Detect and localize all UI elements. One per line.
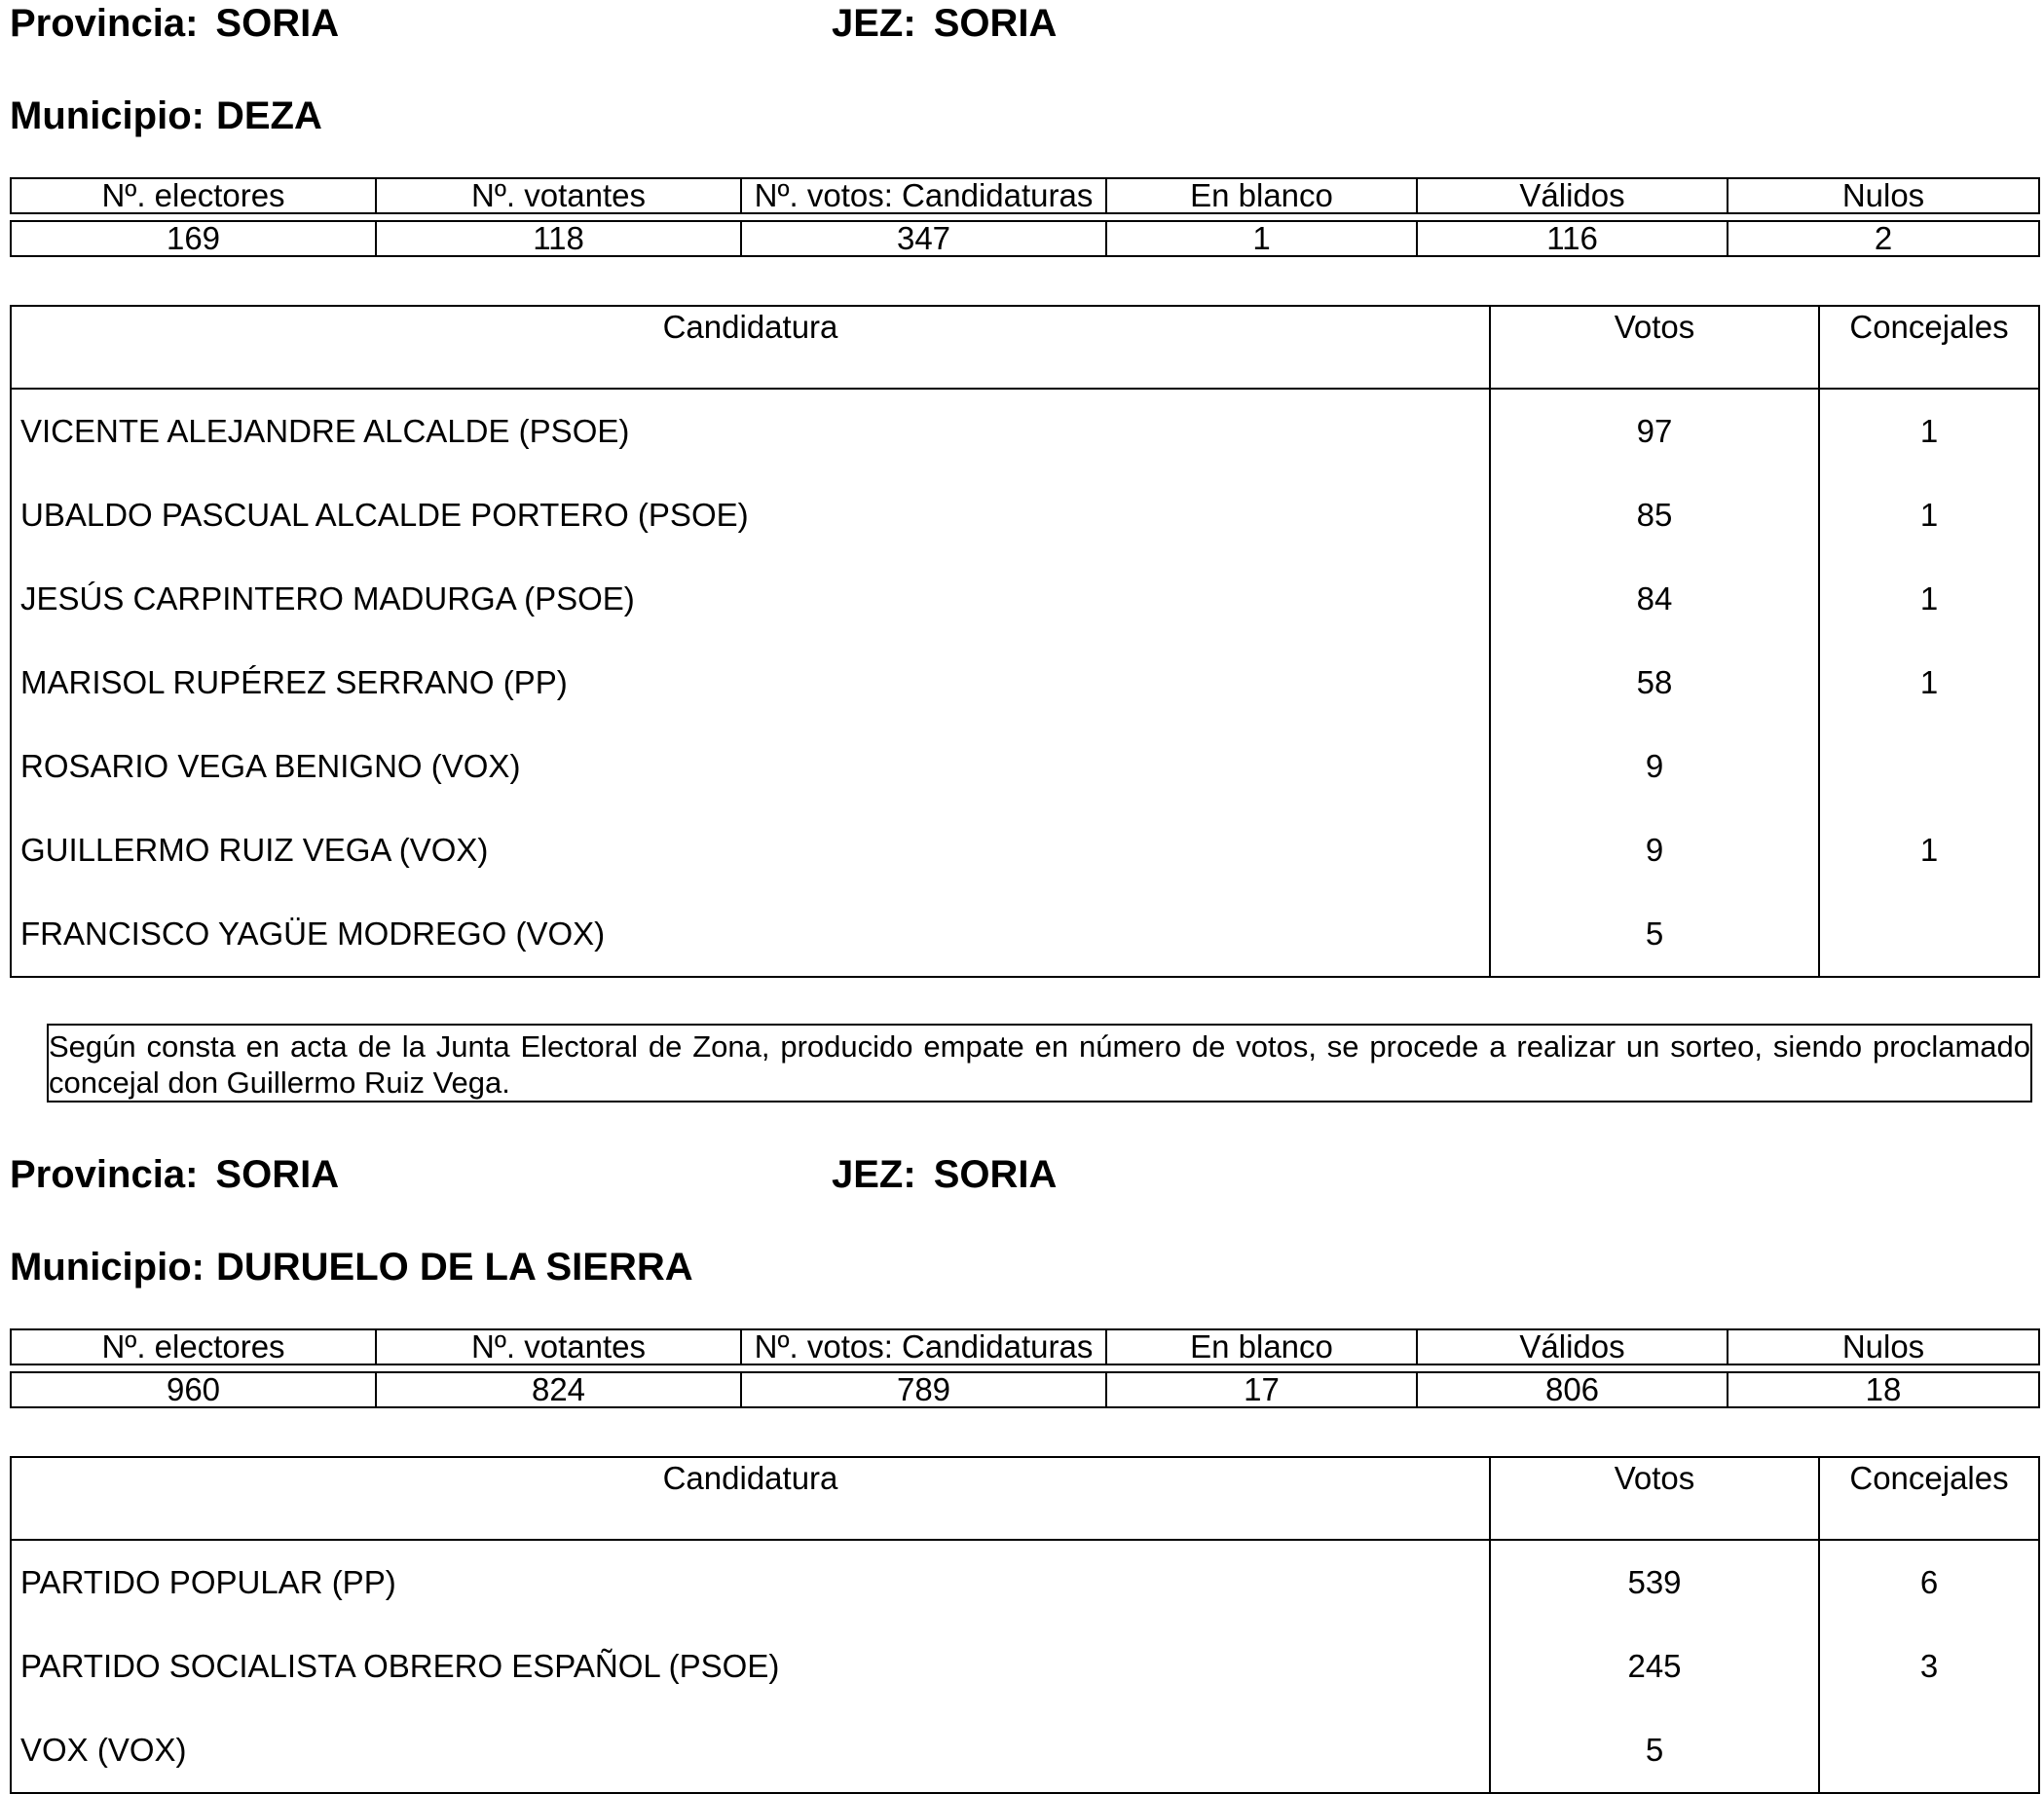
candidate-votos: 9 xyxy=(1490,725,1819,808)
stats-value-cell: 1 xyxy=(1106,221,1417,256)
provincia-label: Provincia: xyxy=(10,1153,199,1196)
candidatura-header: Candidatura xyxy=(11,1457,1490,1540)
municipio-heading xyxy=(10,1244,693,1290)
candidate-votos: 85 xyxy=(1490,473,1819,557)
provincia-heading xyxy=(10,1151,339,1198)
votos-header: Votos xyxy=(1490,1457,1819,1540)
stats-value-cell: 347 xyxy=(741,221,1106,256)
stats-header-cell: Nulos xyxy=(1728,1329,2039,1364)
candidate-name: MARISOL RUPÉREZ SERRANO (PP) xyxy=(11,641,1490,725)
municipio-label: Municipio: xyxy=(10,94,204,137)
stats-header-cell: Válidos xyxy=(1417,178,1728,213)
table-row xyxy=(11,1540,2039,1625)
stats-header-cell: Nº. electores xyxy=(11,1329,376,1364)
municipio-value: DURUELO DE LA SIERRA xyxy=(215,1246,693,1289)
candidate-name: UBALDO PASCUAL ALCALDE PORTERO (PSOE) xyxy=(11,473,1490,557)
table-row xyxy=(11,1708,2039,1793)
candidate-votos: 539 xyxy=(1490,1540,1819,1625)
stats-header-table xyxy=(10,177,2040,214)
concejales-header: Concejales xyxy=(1819,306,2039,389)
stats-header-cell: Nulos xyxy=(1728,178,2039,213)
jez-value: SORIA xyxy=(933,2,1058,45)
candidate-votos: 5 xyxy=(1490,892,1819,977)
concejales-header: Concejales xyxy=(1819,1457,2039,1540)
candidate-concejales: 6 xyxy=(1819,1540,2039,1625)
table-row xyxy=(11,1625,2039,1708)
candidatura-header: Candidatura xyxy=(11,306,1490,389)
provincia-value: SORIA xyxy=(215,1153,340,1196)
jez-heading xyxy=(832,1151,1057,1198)
candidate-votos: 245 xyxy=(1490,1625,1819,1708)
stats-value-cell: 789 xyxy=(741,1372,1106,1407)
table-row xyxy=(11,641,2039,725)
stats-values-table xyxy=(10,1371,2040,1408)
candidate-name: VOX (VOX) xyxy=(11,1708,1490,1793)
stats-value-cell: 2 xyxy=(1728,221,2039,256)
candidate-name: ROSARIO VEGA BENIGNO (VOX) xyxy=(11,725,1490,808)
stats-header-cell: En blanco xyxy=(1106,1329,1417,1364)
jez-label: JEZ: xyxy=(832,2,916,45)
stats-value-cell: 960 xyxy=(11,1372,376,1407)
municipio-label: Municipio: xyxy=(10,1246,204,1289)
candidate-name: GUILLERMO RUIZ VEGA (VOX) xyxy=(11,808,1490,892)
stats-value-cell: 17 xyxy=(1106,1372,1417,1407)
candidate-name: PARTIDO SOCIALISTA OBRERO ESPAÑOL (PSOE) xyxy=(11,1625,1490,1708)
candidates-table xyxy=(10,305,2040,978)
table-row xyxy=(11,892,2039,977)
table-row xyxy=(11,808,2039,892)
candidate-name: PARTIDO POPULAR (PP) xyxy=(11,1540,1490,1625)
candidates-table xyxy=(10,1456,2040,1794)
stats-values-row xyxy=(11,1372,2039,1407)
stats-header-table xyxy=(10,1328,2040,1365)
candidates-header-row xyxy=(11,1457,2039,1540)
tie-note: Según consta en acta de la Junta Electoral de Zona, producido empate en número de votos, se procede a realizar un sorteo, siendo proclamado concejal don Guillermo Ruiz Vega. xyxy=(47,1024,2032,1103)
candidate-name: JESÚS CARPINTERO MADURGA (PSOE) xyxy=(11,557,1490,641)
candidate-concejales: 1 xyxy=(1819,473,2039,557)
jez-value: SORIA xyxy=(933,1153,1058,1196)
stats-header-cell: Nº. votos: Candidaturas xyxy=(741,178,1106,213)
stats-value-cell: 169 xyxy=(11,221,376,256)
candidate-votos: 5 xyxy=(1490,1708,1819,1793)
provincia-heading xyxy=(10,0,339,47)
candidate-votos: 97 xyxy=(1490,389,1819,473)
table-row xyxy=(11,473,2039,557)
candidate-name: VICENTE ALEJANDRE ALCALDE (PSOE) xyxy=(11,389,1490,473)
jez-heading xyxy=(832,0,1057,47)
candidate-concejales xyxy=(1819,725,2039,808)
stats-header-cell: Nº. votantes xyxy=(376,1329,741,1364)
municipio-heading xyxy=(10,93,322,139)
stats-value-cell: 18 xyxy=(1728,1372,2039,1407)
stats-value-cell: 118 xyxy=(376,221,741,256)
candidate-votos: 58 xyxy=(1490,641,1819,725)
candidate-concejales: 1 xyxy=(1819,808,2039,892)
table-row xyxy=(11,557,2039,641)
stats-value-cell: 806 xyxy=(1417,1372,1728,1407)
provincia-label: Provincia: xyxy=(10,2,199,45)
candidate-concejales: 1 xyxy=(1819,557,2039,641)
stats-header-cell: En blanco xyxy=(1106,178,1417,213)
table-row xyxy=(11,389,2039,473)
stats-value-cell: 824 xyxy=(376,1372,741,1407)
votos-header: Votos xyxy=(1490,306,1819,389)
stats-header-cell: Nº. votos: Candidaturas xyxy=(741,1329,1106,1364)
candidate-name: FRANCISCO YAGÜE MODREGO (VOX) xyxy=(11,892,1490,977)
candidate-concejales xyxy=(1819,1708,2039,1793)
stats-header-row xyxy=(11,1329,2039,1364)
candidate-votos: 9 xyxy=(1490,808,1819,892)
jez-label: JEZ: xyxy=(832,1153,916,1196)
stats-header-cell: Válidos xyxy=(1417,1329,1728,1364)
stats-header-cell: Nº. electores xyxy=(11,178,376,213)
candidate-votos: 84 xyxy=(1490,557,1819,641)
candidate-concejales xyxy=(1819,892,2039,977)
candidate-concejales: 1 xyxy=(1819,389,2039,473)
candidates-header-row xyxy=(11,306,2039,389)
provincia-value: SORIA xyxy=(215,2,340,45)
stats-values-row xyxy=(11,221,2039,256)
candidate-concejales: 3 xyxy=(1819,1625,2039,1708)
table-row xyxy=(11,725,2039,808)
stats-header-row xyxy=(11,178,2039,213)
stats-values-table xyxy=(10,220,2040,257)
stats-value-cell: 116 xyxy=(1417,221,1728,256)
stats-header-cell: Nº. votantes xyxy=(376,178,741,213)
candidate-concejales: 1 xyxy=(1819,641,2039,725)
municipio-value: DEZA xyxy=(215,94,322,137)
